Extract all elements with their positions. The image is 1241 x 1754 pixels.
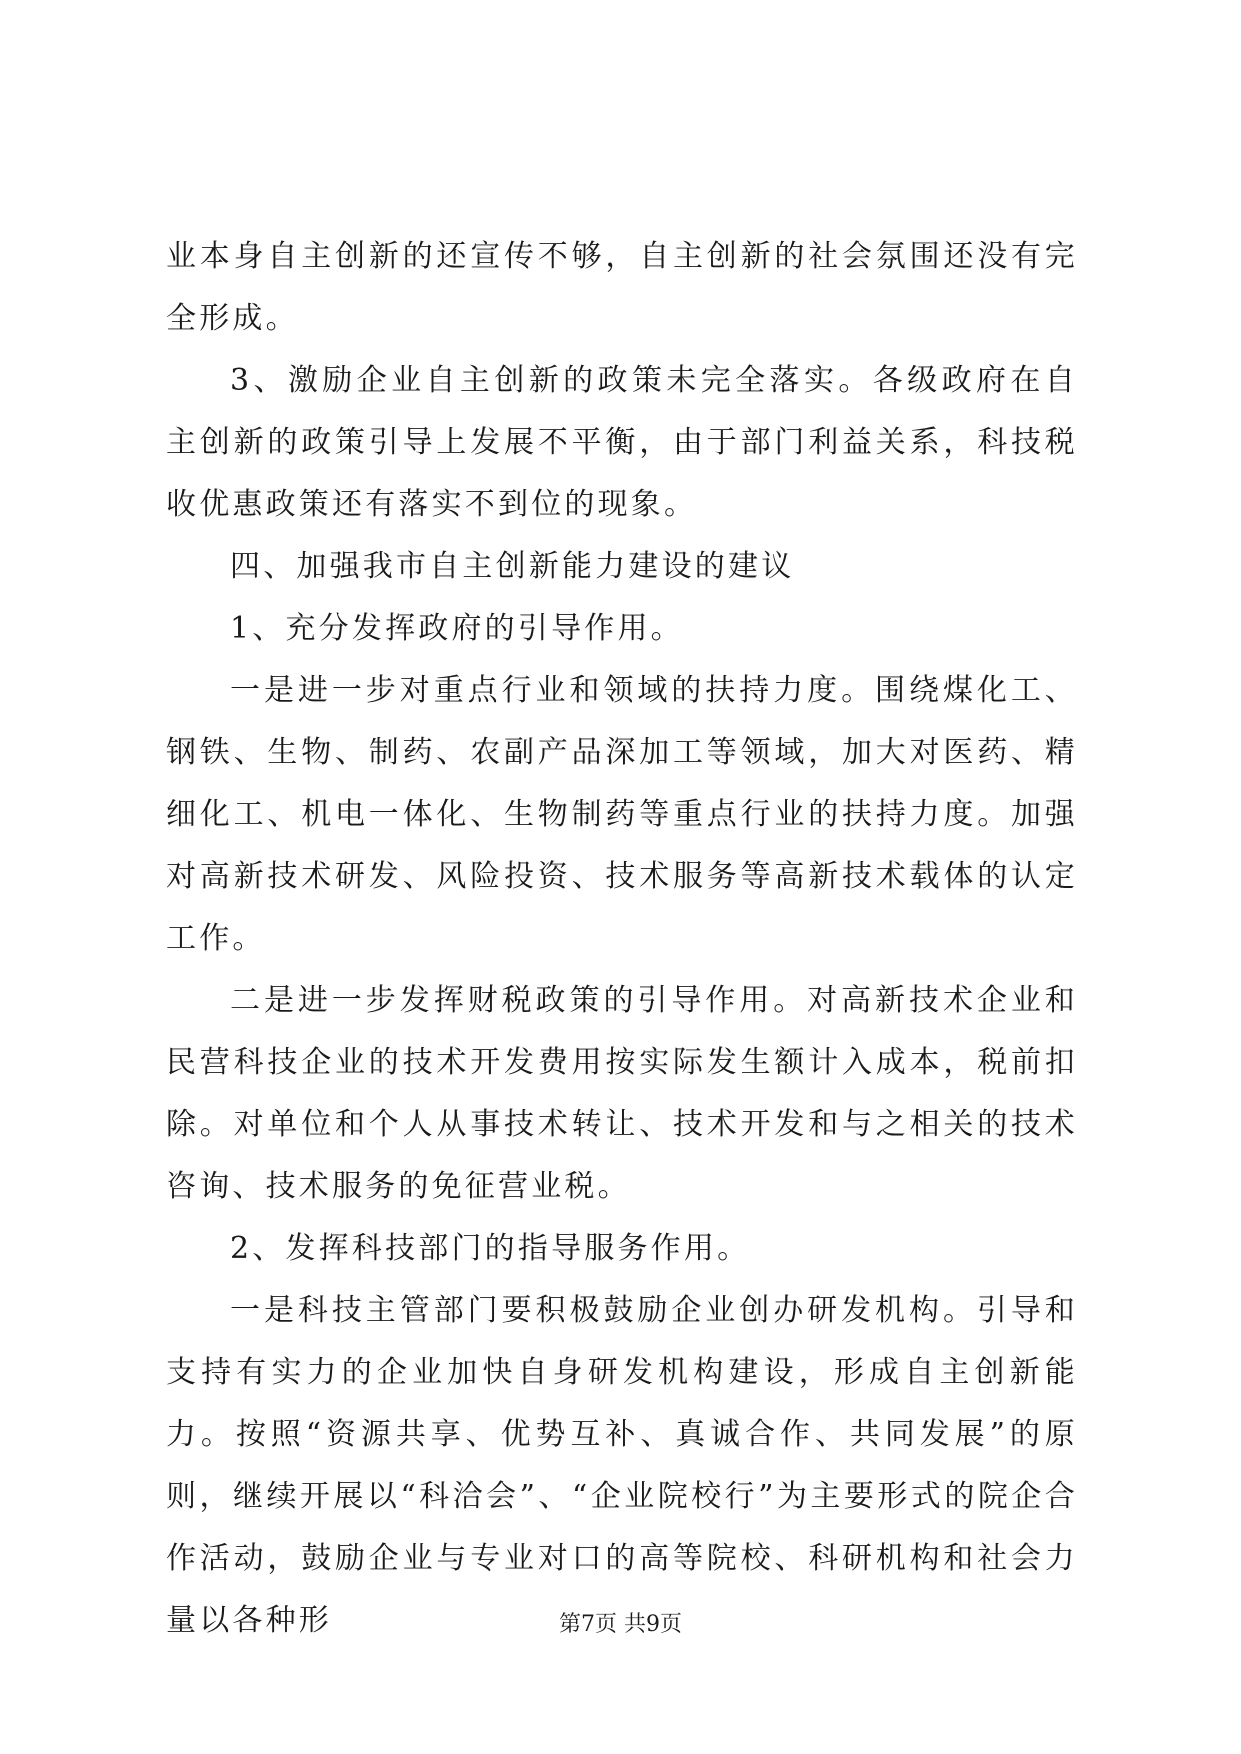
paragraph: 3、激励企业自主创新的政策未完全落实。各级政府在自主创新的政策引导上发展不平衡，由于部门利益关系，科技税收优惠政策还有落实不到位的现象。 — [166, 363, 1078, 522]
document-body — [166, 226, 1078, 1652]
subsection-heading: 1、充分发挥政府的引导作用。 — [230, 611, 684, 646]
section-heading: 四、加强我市自主创新能力建设的建议 — [230, 549, 795, 584]
paragraph: 一是科技主管部门要积极鼓励企业创办研发机构。引导和支持有实力的企业加快自身研发机构建设，形成自主创新能力。按照“资源共享、优势互补、真诚合作、共同发展”的原则，继续开展以“科洽会”、“企业院校行”为主要形式的院企合作活动，鼓励企业与专业对口的高等院校、科研机构和社会力量以各种形 — [166, 1293, 1078, 1638]
page-number-footer: 第7页 共9页 — [559, 1612, 682, 1637]
paragraph: 业本身自主创新的还宣传不够，自主创新的社会氛围还没有完全形成。 — [166, 239, 1078, 336]
paragraph: 一是进一步对重点行业和领域的扶持力度。围绕煤化工、钢铁、生物、制药、农副产品深加工等领域，加大对医药、精细化工、机电一体化、生物制药等重点行业的扶持力度。加强对高新技术研发、风险投资、技术服务等高新技术载体的认定工作。 — [166, 673, 1078, 956]
subsection-heading: 2、发挥科技部门的指导服务作用。 — [230, 1231, 751, 1266]
paragraph: 二是进一步发挥财税政策的引导作用。对高新技术企业和民营科技企业的技术开发费用按实际发生额计入成本，税前扣除。对单位和个人从事技术转让、技术开发和与之相关的技术咨询、技术服务的免征营业税。 — [166, 983, 1078, 1204]
